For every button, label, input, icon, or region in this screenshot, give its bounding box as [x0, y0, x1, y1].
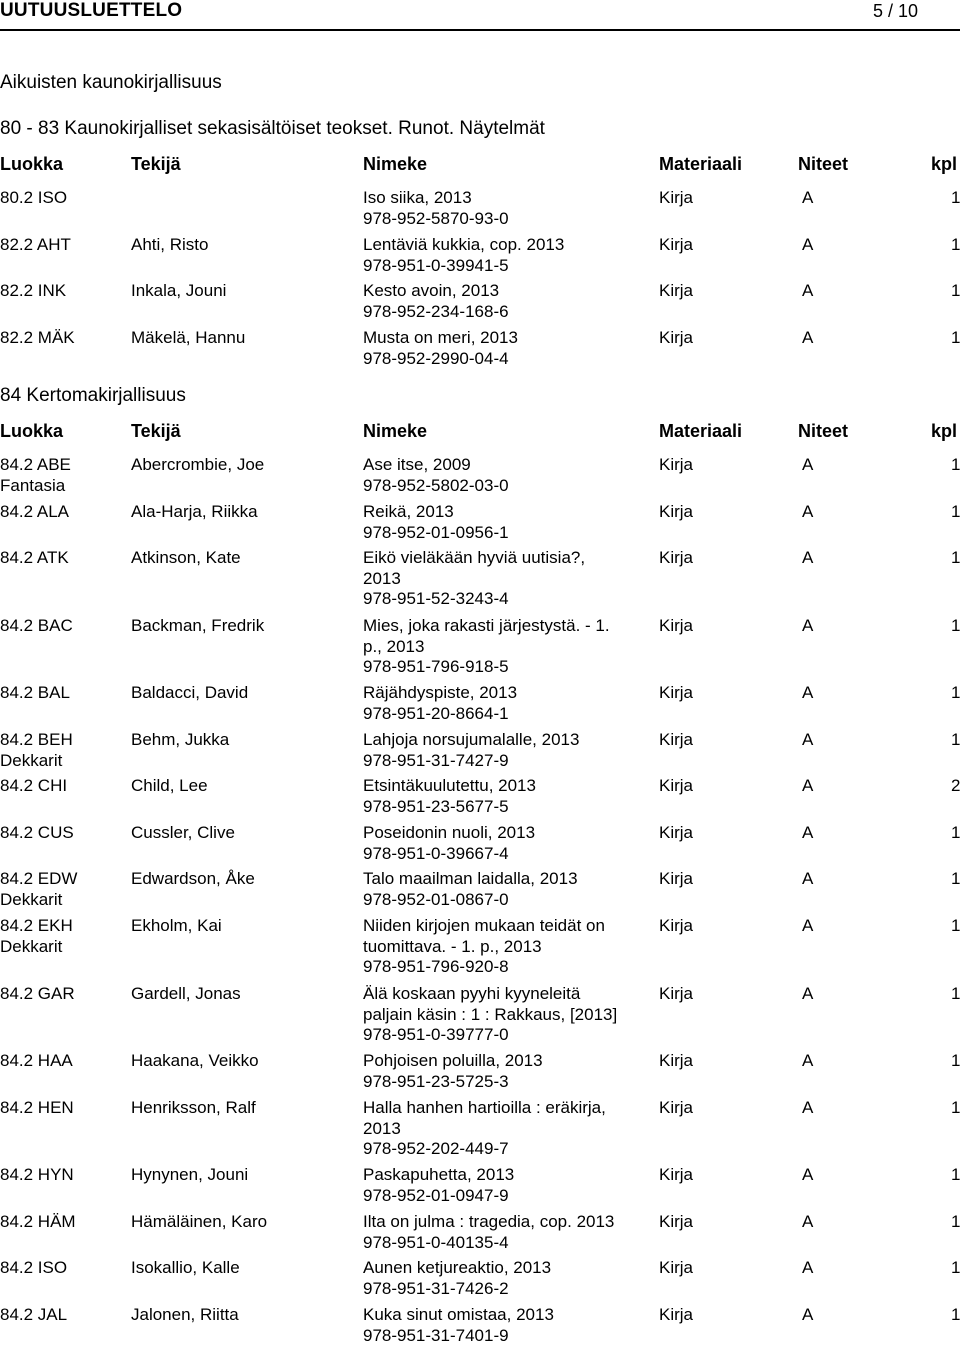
title-line: Paskapuhetta, 2013 — [363, 1165, 653, 1186]
title-line: Niiden kirjojen mukaan teidät on — [363, 916, 653, 937]
class-code: 84.2 EDW — [0, 869, 77, 890]
author-cell: Isokallio, Kalle — [131, 1258, 240, 1279]
class-code: 84.2 HYN — [0, 1165, 74, 1186]
material-cell: Kirja — [659, 235, 693, 256]
col-tekija: Tekijä — [131, 421, 181, 442]
genre-label: Dekkarit — [0, 890, 77, 911]
material-cell: Kirja — [659, 328, 693, 349]
title-cell — [363, 1165, 653, 1206]
col-materiaali: Materiaali — [659, 421, 742, 442]
title-cell — [363, 823, 653, 864]
isbn: 978-952-234-168-6 — [363, 302, 653, 323]
isbn: 978-951-23-5725-3 — [363, 1072, 653, 1093]
isbn: 978-951-796-920-8 — [363, 957, 653, 978]
luokka-cell — [0, 328, 75, 349]
author-cell: Abercrombie, Joe — [131, 455, 264, 476]
copies-location-cell: A — [802, 328, 813, 349]
copies-location-cell: A — [802, 235, 813, 256]
copies-location-cell: A — [802, 455, 813, 476]
copies-location-cell: A — [802, 916, 813, 937]
header-rule — [0, 29, 960, 31]
title-cell — [363, 235, 653, 276]
luokka-cell — [0, 548, 69, 569]
luokka-cell — [0, 1212, 76, 1233]
author-cell: Baldacci, David — [131, 683, 248, 704]
copies-location-cell: A — [802, 281, 813, 302]
title-line: Aunen ketjureaktio, 2013 — [363, 1258, 653, 1279]
col-niteet: Niteet — [798, 154, 848, 175]
genre-label: Fantasia — [0, 476, 71, 497]
count-cell: 1 — [951, 1051, 960, 1072]
material-cell: Kirja — [659, 281, 693, 302]
title-line: Lahjoja norsujumalalle, 2013 — [363, 730, 653, 751]
class-code: 84.2 JAL — [0, 1305, 67, 1326]
class-code: 82.2 INK — [0, 281, 66, 302]
isbn: 978-951-31-7426-2 — [363, 1279, 653, 1300]
copies-location-cell: A — [802, 984, 813, 1005]
isbn: 978-951-0-39667-4 — [363, 844, 653, 865]
title-cell — [363, 281, 653, 322]
material-cell: Kirja — [659, 823, 693, 844]
title-line: Eikö vieläkään hyviä uutisia?, — [363, 548, 653, 569]
author-cell: Backman, Fredrik — [131, 616, 264, 637]
luokka-cell — [0, 1305, 67, 1326]
isbn: 978-952-01-0867-0 — [363, 890, 653, 911]
title-cell — [363, 1098, 653, 1160]
main-heading: Aikuisten kaunokirjallisuus — [0, 72, 222, 94]
section-heading-80-83: 80 - 83 Kaunokirjalliset sekasisältöiset teokset. Runot. Näytelmät — [0, 118, 545, 140]
title-cell — [363, 502, 653, 543]
author-cell: Gardell, Jonas — [131, 984, 241, 1005]
count-cell: 1 — [951, 188, 960, 209]
genre-label: Dekkarit — [0, 937, 73, 958]
title-line: Musta on meri, 2013 — [363, 328, 653, 349]
material-cell: Kirja — [659, 776, 693, 797]
class-code: 80.2 ISO — [0, 188, 67, 209]
luokka-cell — [0, 1098, 74, 1119]
luokka-cell — [0, 455, 71, 496]
isbn: 978-952-01-0947-9 — [363, 1186, 653, 1207]
col-nimeke: Nimeke — [363, 421, 427, 442]
luokka-cell — [0, 281, 66, 302]
title-cell — [363, 916, 653, 978]
col-niteet: Niteet — [798, 421, 848, 442]
isbn: 978-952-202-449-7 — [363, 1139, 653, 1160]
material-cell: Kirja — [659, 984, 693, 1005]
material-cell: Kirja — [659, 1212, 693, 1233]
title-cell — [363, 616, 653, 678]
isbn: 978-951-52-3243-4 — [363, 589, 653, 610]
class-code: 84.2 ABE — [0, 455, 71, 476]
title-line: Reikä, 2013 — [363, 502, 653, 523]
material-cell: Kirja — [659, 455, 693, 476]
count-cell: 1 — [951, 1098, 960, 1119]
count-cell: 1 — [951, 281, 960, 302]
isbn: 978-951-31-7401-9 — [363, 1326, 653, 1346]
title-cell — [363, 548, 653, 610]
isbn: 978-951-20-8664-1 — [363, 704, 653, 725]
count-cell: 1 — [951, 683, 960, 704]
author-cell: Hynynen, Jouni — [131, 1165, 248, 1186]
isbn: 978-951-23-5677-5 — [363, 797, 653, 818]
copies-location-cell: A — [802, 869, 813, 890]
count-cell: 1 — [951, 823, 960, 844]
title-line: paljain käsin : 1 : Rakkaus, [2013] — [363, 1005, 653, 1026]
author-cell: Atkinson, Kate — [131, 548, 241, 569]
material-cell: Kirja — [659, 188, 693, 209]
title-line: Ase itse, 2009 — [363, 455, 653, 476]
author-cell: Ahti, Risto — [131, 235, 208, 256]
col-tekija: Tekijä — [131, 154, 181, 175]
page-number: 5 / 10 — [873, 1, 918, 22]
title-line: Pohjoisen poluilla, 2013 — [363, 1051, 653, 1072]
count-cell: 1 — [951, 616, 960, 637]
copies-location-cell: A — [802, 730, 813, 751]
count-cell: 1 — [951, 730, 960, 751]
class-code: 84.2 CHI — [0, 776, 67, 797]
col-kpl: kpl — [931, 154, 957, 175]
title-line: 2013 — [363, 1119, 653, 1140]
luokka-cell — [0, 916, 73, 957]
class-code: 84.2 EKH — [0, 916, 73, 937]
isbn: 978-951-0-39941-5 — [363, 256, 653, 277]
title-cell — [363, 1305, 653, 1346]
isbn: 978-951-0-40135-4 — [363, 1233, 653, 1254]
luokka-cell — [0, 869, 77, 910]
copies-location-cell: A — [802, 502, 813, 523]
class-code: 84.2 ISO — [0, 1258, 67, 1279]
isbn: 978-952-5802-03-0 — [363, 476, 653, 497]
title-cell — [363, 683, 653, 724]
copies-location-cell: A — [802, 1305, 813, 1326]
section-heading-84: 84 Kertomakirjallisuus — [0, 385, 186, 407]
col-materiaali: Materiaali — [659, 154, 742, 175]
author-cell: Behm, Jukka — [131, 730, 229, 751]
luokka-cell — [0, 502, 69, 523]
title-line: Halla hanhen hartioilla : eräkirja, — [363, 1098, 653, 1119]
title-line: Poseidonin nuoli, 2013 — [363, 823, 653, 844]
copies-location-cell: A — [802, 616, 813, 637]
material-cell: Kirja — [659, 1305, 693, 1326]
isbn: 978-952-5870-93-0 — [363, 209, 653, 230]
isbn: 978-951-796-918-5 — [363, 657, 653, 678]
author-cell: Ala-Harja, Riikka — [131, 502, 258, 523]
luokka-cell — [0, 984, 75, 1005]
class-code: 84.2 CUS — [0, 823, 74, 844]
title-line: Talo maailman laidalla, 2013 — [363, 869, 653, 890]
count-cell: 2 — [951, 776, 960, 797]
luokka-cell — [0, 730, 73, 771]
author-cell: Jalonen, Riitta — [131, 1305, 239, 1326]
title-line: Lentäviä kukkia, cop. 2013 — [363, 235, 653, 256]
material-cell: Kirja — [659, 502, 693, 523]
material-cell: Kirja — [659, 683, 693, 704]
material-cell: Kirja — [659, 1098, 693, 1119]
material-cell: Kirja — [659, 616, 693, 637]
count-cell: 1 — [951, 328, 960, 349]
title-cell — [363, 328, 653, 369]
material-cell: Kirja — [659, 1258, 693, 1279]
count-cell: 1 — [951, 1258, 960, 1279]
material-cell: Kirja — [659, 548, 693, 569]
title-line: Älä koskaan pyyhi kyyneleitä — [363, 984, 653, 1005]
title-cell — [363, 730, 653, 771]
author-cell: Cussler, Clive — [131, 823, 235, 844]
copies-location-cell: A — [802, 1051, 813, 1072]
title-cell — [363, 869, 653, 910]
count-cell: 1 — [951, 548, 960, 569]
col-nimeke: Nimeke — [363, 154, 427, 175]
title-line: Kuka sinut omistaa, 2013 — [363, 1305, 653, 1326]
title-cell — [363, 455, 653, 496]
class-code: 84.2 ALA — [0, 502, 69, 523]
copies-location-cell: A — [802, 548, 813, 569]
count-cell: 1 — [951, 502, 960, 523]
luokka-cell — [0, 683, 70, 704]
title-line: 2013 — [363, 569, 653, 590]
title-cell — [363, 984, 653, 1046]
author-cell: Inkala, Jouni — [131, 281, 226, 302]
copies-location-cell: A — [802, 188, 813, 209]
material-cell: Kirja — [659, 730, 693, 751]
isbn: 978-951-0-39777-0 — [363, 1025, 653, 1046]
copies-location-cell: A — [802, 1165, 813, 1186]
title-line: Etsintäkuulutettu, 2013 — [363, 776, 653, 797]
class-code: 84.2 BEH — [0, 730, 73, 751]
author-cell: Henriksson, Ralf — [131, 1098, 256, 1119]
author-cell: Haakana, Veikko — [131, 1051, 259, 1072]
luokka-cell — [0, 235, 71, 256]
material-cell: Kirja — [659, 869, 693, 890]
title-cell — [363, 1051, 653, 1092]
luokka-cell — [0, 1258, 67, 1279]
title-line: Ilta on julma : tragedia, cop. 2013 — [363, 1212, 653, 1233]
col-luokka: Luokka — [0, 154, 63, 175]
author-cell: Ekholm, Kai — [131, 916, 222, 937]
title-cell — [363, 1258, 653, 1299]
luokka-cell — [0, 616, 73, 637]
copies-location-cell: A — [802, 1212, 813, 1233]
copies-location-cell: A — [802, 1258, 813, 1279]
class-code: 84.2 BAC — [0, 616, 73, 637]
isbn: 978-952-01-0956-1 — [363, 523, 653, 544]
title-line: tuomittava. - 1. p., 2013 — [363, 937, 653, 958]
genre-label: Dekkarit — [0, 751, 73, 772]
class-code: 84.2 HAA — [0, 1051, 73, 1072]
title-cell — [363, 776, 653, 817]
count-cell: 1 — [951, 235, 960, 256]
count-cell: 1 — [951, 1165, 960, 1186]
count-cell: 1 — [951, 1212, 960, 1233]
title-line: Iso siika, 2013 — [363, 188, 653, 209]
title-cell — [363, 188, 653, 229]
count-cell: 1 — [951, 1305, 960, 1326]
title-cell — [363, 1212, 653, 1253]
luokka-cell — [0, 823, 74, 844]
class-code: 84.2 HÄM — [0, 1212, 76, 1233]
count-cell: 1 — [951, 916, 960, 937]
title-line: Räjähdyspiste, 2013 — [363, 683, 653, 704]
author-cell: Child, Lee — [131, 776, 208, 797]
luokka-cell — [0, 1165, 74, 1186]
count-cell: 1 — [951, 455, 960, 476]
count-cell: 1 — [951, 869, 960, 890]
author-cell: Edwardson, Åke — [131, 869, 255, 890]
title-line: p., 2013 — [363, 637, 653, 658]
copies-location-cell: A — [802, 823, 813, 844]
luokka-cell — [0, 1051, 73, 1072]
class-code: 84.2 ATK — [0, 548, 69, 569]
document-title: UUTUUSLUETTELO — [0, 0, 182, 22]
class-code: 84.2 HEN — [0, 1098, 74, 1119]
count-cell: 1 — [951, 984, 960, 1005]
isbn: 978-951-31-7427-9 — [363, 751, 653, 772]
copies-location-cell: A — [802, 776, 813, 797]
luokka-cell — [0, 776, 67, 797]
author-cell: Mäkelä, Hannu — [131, 328, 245, 349]
material-cell: Kirja — [659, 916, 693, 937]
column-headers — [0, 154, 960, 176]
copies-location-cell: A — [802, 1098, 813, 1119]
title-line: Mies, joka rakasti järjestystä. - 1. — [363, 616, 653, 637]
material-cell: Kirja — [659, 1165, 693, 1186]
author-cell: Hämäläinen, Karo — [131, 1212, 267, 1233]
class-code: 84.2 GAR — [0, 984, 75, 1005]
material-cell: Kirja — [659, 1051, 693, 1072]
isbn: 978-952-2990-04-4 — [363, 349, 653, 370]
luokka-cell — [0, 188, 67, 209]
title-line: Kesto avoin, 2013 — [363, 281, 653, 302]
column-headers — [0, 421, 960, 443]
class-code: 84.2 BAL — [0, 683, 70, 704]
class-code: 82.2 MÄK — [0, 328, 75, 349]
copies-location-cell: A — [802, 683, 813, 704]
col-kpl: kpl — [931, 421, 957, 442]
col-luokka: Luokka — [0, 421, 63, 442]
class-code: 82.2 AHT — [0, 235, 71, 256]
